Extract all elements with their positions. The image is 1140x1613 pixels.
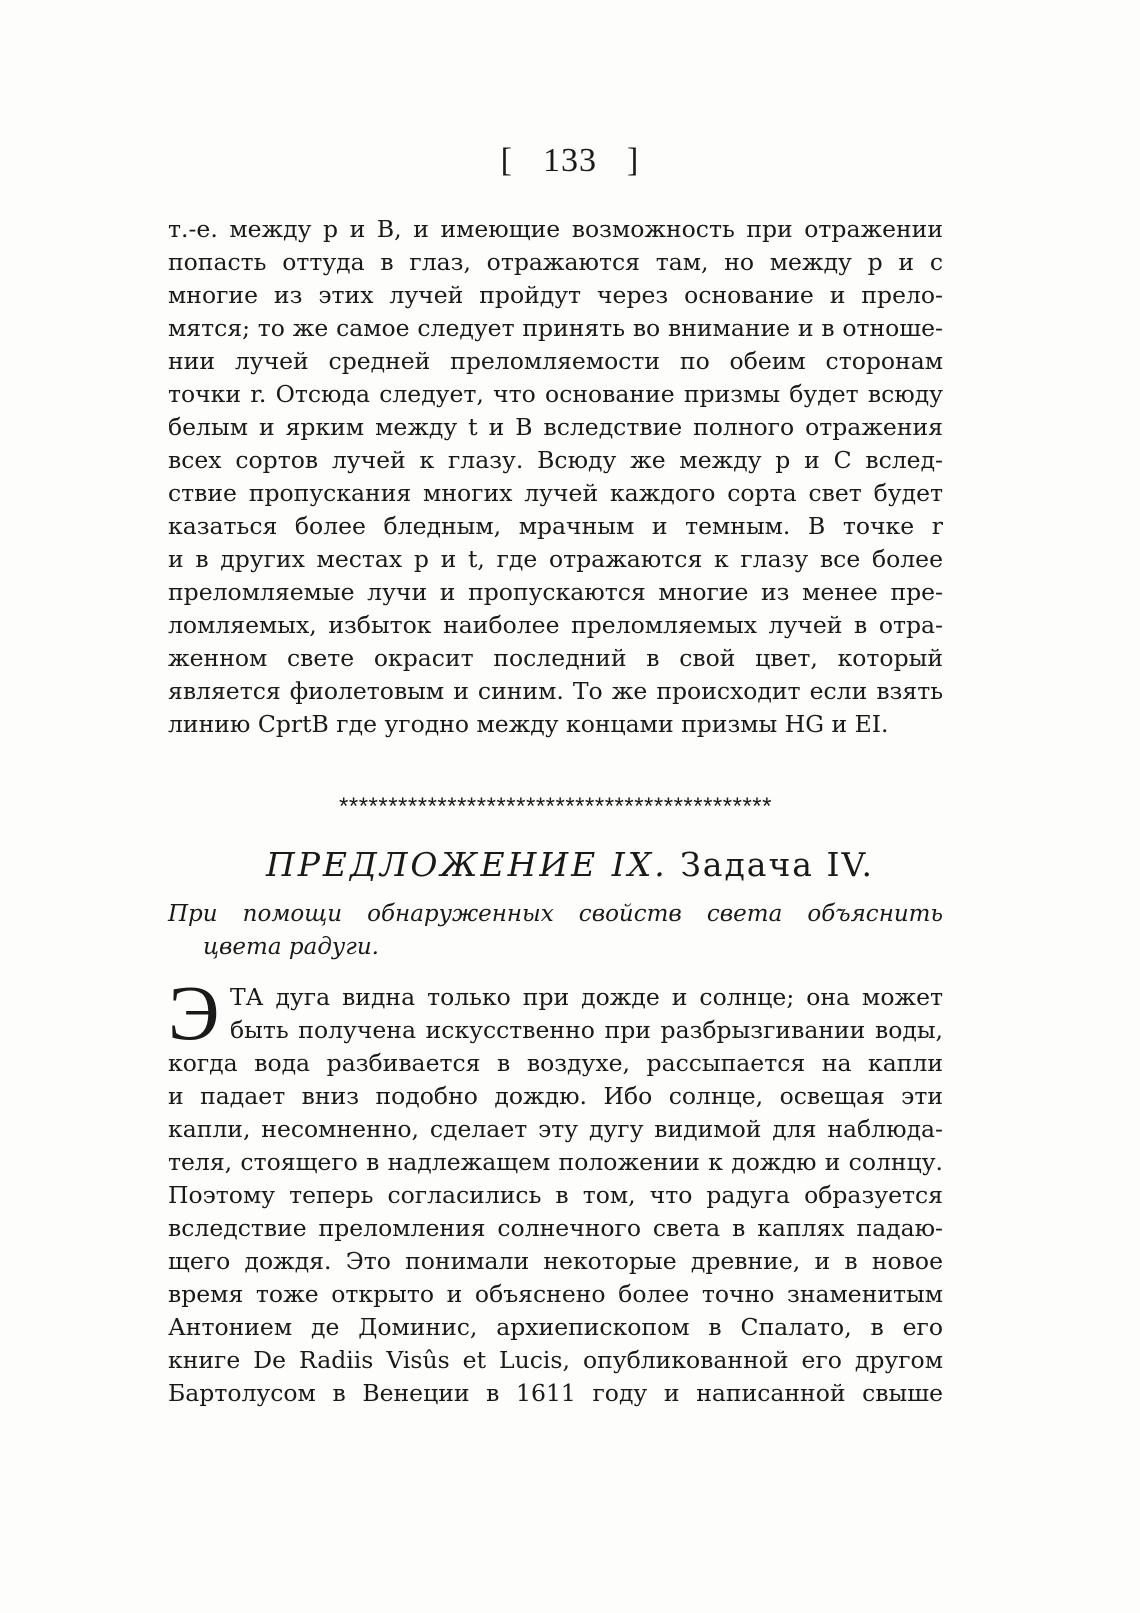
text-line: ломляемых, избыток наиболее преломляемых лучей в отра-: [168, 611, 943, 639]
text-line: вследствие преломления солнечного света в каплях падаю-: [168, 1214, 943, 1242]
open-bracket: [: [500, 142, 513, 179]
text-line: является фиолетовым и синим. То же происходит если взять: [168, 677, 943, 705]
text-line: нии лучей средней преломляемости по обеим сторонам: [168, 347, 943, 375]
text-line: ствие пропускания многих лучей каждого сорта свет будет: [168, 479, 943, 507]
close-bracket: ]: [627, 142, 640, 179]
text-line: капли, несомненно, сделает эту дугу видимой для наблюда-: [168, 1115, 943, 1143]
paragraph-2-second-line: [230, 1014, 943, 1047]
text-line: быть получена искусственно при разбрызгивании воды,: [230, 1016, 943, 1044]
text-line: теля, стоящего в надлежащем положении к дождю и солнцу.: [168, 1148, 943, 1176]
text-line: книге De Radiis Visûs et Lucis, опубликованной его другом: [168, 1346, 943, 1374]
text-line: При помощи обнаруженных свойств света объяснить: [168, 901, 943, 927]
text-line: ТА дуга видна только при дожде и солнце; она может: [230, 983, 943, 1011]
task-statement-line-1: [168, 898, 943, 931]
task-statement-line-2: [203, 931, 943, 964]
problem-number: Задача IV.: [680, 845, 875, 884]
paragraph-1: [168, 213, 943, 741]
drop-cap: Э: [168, 969, 220, 1056]
text-line: всех сортов лучей к глазу. Всюду же между p и C вслед-: [168, 446, 943, 474]
page-number-header: [0, 142, 1140, 180]
text-line: цвета радуги.: [203, 934, 379, 960]
text-line: преломляемые лучи и пропускаются многие из менее пре-: [168, 578, 943, 606]
proposition-heading: [0, 845, 1140, 884]
text-line: линию CprtB где угодно между концами призмы HG и EI.: [168, 710, 889, 738]
paragraph-2-first-line: [230, 981, 943, 1014]
text-line: многие из этих лучей пройдут через основание и прело-: [168, 281, 943, 309]
text-line: мятся; то же самое следует принять во внимание и в отноше-: [168, 314, 943, 342]
paragraph-2: [168, 1047, 943, 1410]
text-line: т.-е. между p и B, и имеющие возможность при отражении: [168, 215, 943, 243]
text-line: казаться более бледным, мрачным и темным. В точке r: [168, 512, 943, 540]
text-line: точки r. Отсюда следует, что основание призмы будет всюду: [168, 380, 943, 408]
page-number: 133: [543, 142, 597, 179]
text-line: белым и ярким между t и B вследствие полного отражения: [168, 413, 943, 441]
text-line: и падает вниз подобно дождю. Ибо солнце, освещая эти: [168, 1082, 943, 1110]
text-line: Бартолусом в Венеции в 1611 году и написанной свыше: [168, 1379, 943, 1407]
text-line: время тоже открыто и объяснено более точно знаменитым: [168, 1280, 943, 1308]
text-line: Антонием де Доминис, архиепископом в Спалато, в его: [168, 1313, 943, 1341]
section-separator: ********************************************: [339, 793, 772, 820]
text-line: Поэтому теперь согласились в том, что радуга образуется: [168, 1181, 943, 1209]
text-line: и в других местах p и t, где отражаются к глазу все более: [168, 545, 943, 573]
text-line: попасть оттуда в глаз, отражаются там, но между p и c: [168, 248, 943, 276]
text-line: щего дождя. Это понимали некоторые древние, и в новое: [168, 1247, 943, 1275]
text-line: когда вода разбивается в воздухе, рассыпается на капли: [168, 1049, 943, 1077]
proposition-title: ПРЕДЛОЖЕНИЕ IX.: [265, 845, 668, 884]
text-line: женном свете окрасит последний в свой цвет, который: [168, 644, 943, 672]
